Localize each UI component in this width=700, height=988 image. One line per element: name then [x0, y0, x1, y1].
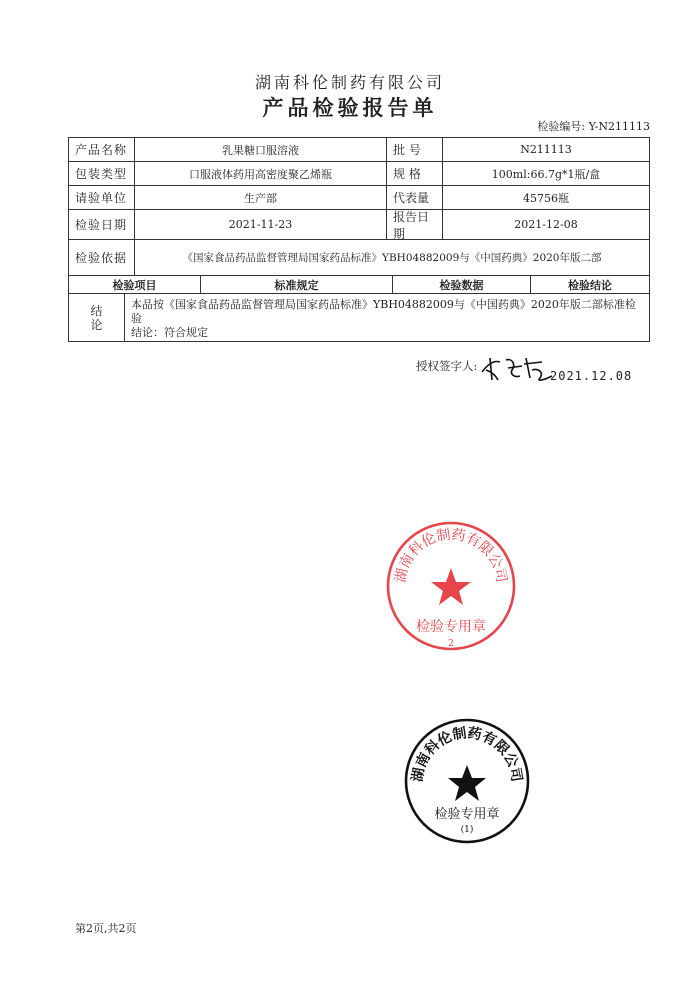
conclusion-row	[69, 294, 649, 341]
batch-label: 批 号	[387, 138, 443, 161]
document-title: 产品检验报告单	[262, 95, 438, 120]
col-conclusion-header: 检验结论	[568, 278, 612, 292]
table-row	[69, 162, 649, 186]
svg-text:检验专用章: 检验专用章	[434, 807, 500, 822]
report-number-value: Y-N211113	[588, 120, 650, 133]
package-value: 口服液体药用高密度聚乙烯瓶	[135, 162, 387, 185]
requester-label: 请验单位	[69, 186, 135, 209]
sample-label: 代表量	[387, 186, 443, 209]
inspect-date-label: 检验日期	[69, 210, 135, 239]
black-inspection-seal	[403, 717, 531, 845]
report-number-label: 检验编号:	[537, 120, 586, 133]
signer-label: 授权签字人:	[416, 359, 478, 373]
requester-value: 生产部	[135, 186, 387, 209]
spec-value: 100ml:66.7g*1瓶/盒	[491, 167, 601, 181]
spec-label: 规 格	[387, 162, 443, 185]
product-name-value: 乳果糖口服溶液	[135, 138, 387, 161]
svg-text:(1): (1)	[460, 825, 474, 835]
conclusion-value	[125, 294, 649, 341]
svg-text:湖南科伦制药有限公司: 湖南科伦制药有限公司	[409, 725, 525, 783]
package-label: 包装类型	[69, 162, 135, 185]
conclusion-label-2: 论	[90, 317, 103, 332]
col-item-header: 检验项目	[69, 276, 201, 293]
batch-value: N211113	[520, 143, 572, 156]
page-footer: 第2页,共2页	[75, 922, 137, 935]
conclusion-label-1: 结	[90, 303, 103, 318]
inspect-date-value: 2021-11-23	[135, 210, 387, 239]
inspection-table	[68, 137, 650, 342]
signature-date: 2021.12.08	[550, 369, 633, 383]
column-header-row	[69, 276, 649, 294]
conclusion-result: 结论：符合规定	[131, 326, 208, 339]
report-date-label: 报告日期	[387, 210, 443, 239]
company-name: 湖南科伦制药有限公司	[254, 73, 445, 92]
basis-label: 检验依据	[69, 240, 135, 275]
handwritten-signature	[478, 350, 556, 384]
col-standard-header: 标准规定	[201, 276, 393, 293]
col-data-header: 检验数据	[393, 276, 531, 293]
conclusion-text: 本品按《国家食品药品监督管理局国家药品标准》YBH04882009与《中国药典》2020年版二部标准检验	[131, 298, 636, 325]
svg-text:检验专用章: 检验专用章	[416, 619, 486, 635]
table-row	[69, 186, 649, 210]
conclusion-label	[69, 294, 125, 341]
product-name-label: 产品名称	[69, 138, 135, 161]
table-row	[69, 240, 649, 276]
table-row	[69, 138, 649, 162]
svg-text:2: 2	[448, 639, 454, 649]
svg-text:湖南科伦制药有限公司: 湖南科伦制药有限公司	[392, 526, 510, 584]
report-date-value: 2021-12-08	[514, 218, 578, 231]
table-row	[69, 210, 649, 240]
basis-value: 《国家食品药品监督管理局国家药品标准》YBH04882009与《中国药典》2020年版二部	[182, 252, 602, 264]
report-number	[537, 118, 650, 134]
sample-value: 45756瓶	[523, 191, 569, 205]
red-inspection-seal	[385, 520, 517, 652]
